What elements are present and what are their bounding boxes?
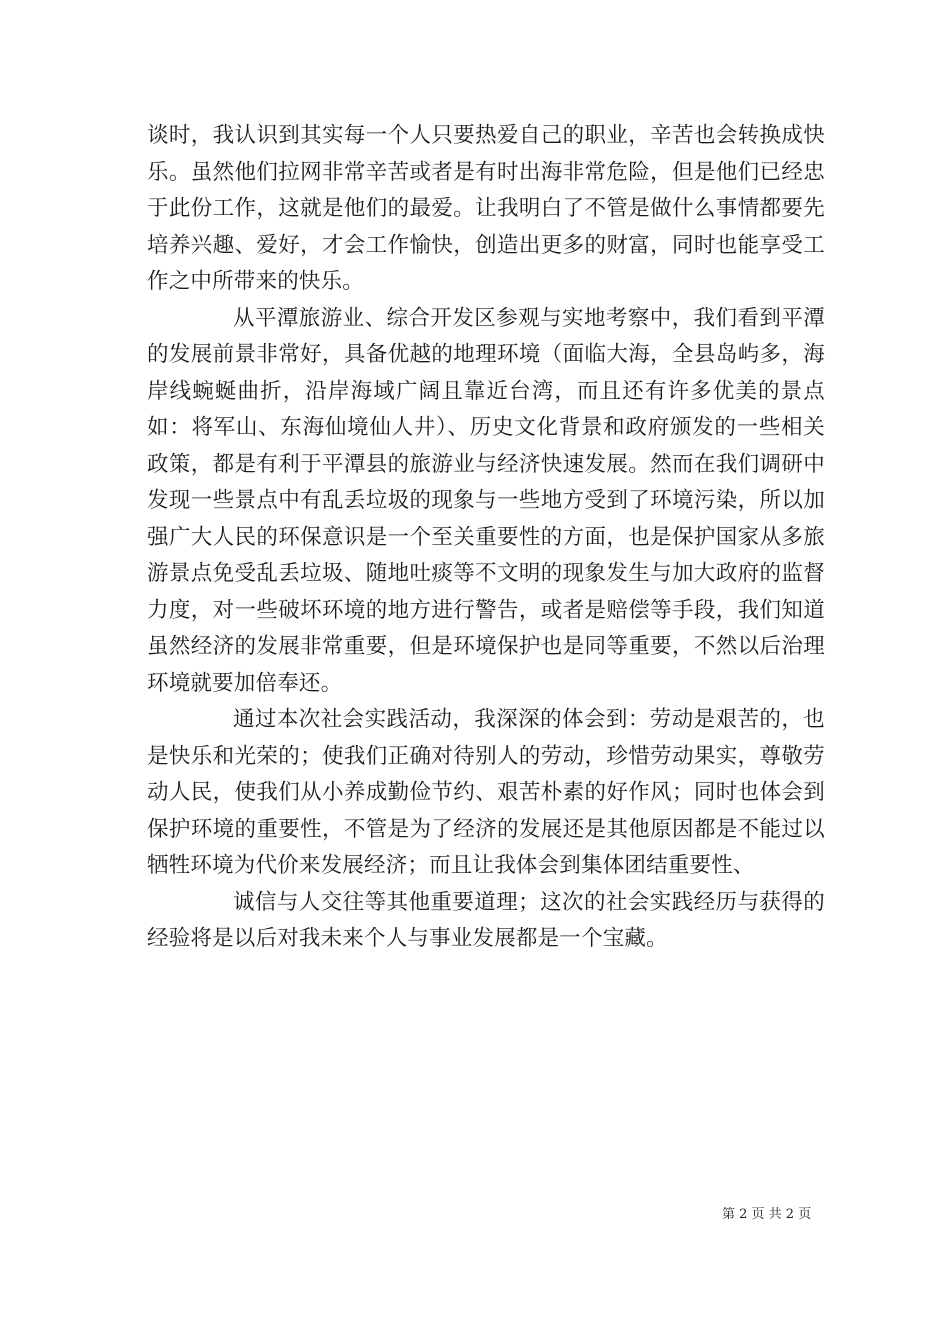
paragraph-pingtan-development: 从平潭旅游业、综合开发区参观与实地考察中，我们看到平潭的发展前景非常好，具备优越的地理环境（面临大海，全县岛屿多，海岸线蜿蜒曲折，沿岸海域广阔且靠近台湾，而且还有许多优美的景点如：将军山、东海仙境仙人井）、历史文化背景和政府颁发的一些相关政策，都是有利于平潭县的旅游业与经济快速发展。然而在我们调研中发现一些景点中有乱丢垃圾的现象与一些地方受到了环境污染，所以加强广大人民的环保意识是一个至关重要性的方面，也是保护国家从多旅游景点免受乱丢垃圾、随地吐痰等不文明的现象发生与加大政府的监督力度，对一些破坏环境的地方进行警告，或者是赔偿等手段，我们知道虽然经济的发展非常重要，但是环境保护也是同等重要，不然以后治理环境就要加倍奉还。 xyxy=(147,305,825,696)
paragraph-practice-reflection: 通过本次社会实践活动，我深深的体会到：劳动是艰苦的，也是快乐和光荣的；使我们正确对待别人的劳动，珍惜劳动果实，尊敬劳动人民，使我们从小养成勤俭节约、艰苦朴素的好作风；同时也体会到保护环境的重要性，不管是为了经济的发展还是其他原因都是不能过以牺牲环境为代价来发展经济；而且让我体会到集体团结重要性、 xyxy=(147,707,825,878)
paragraph-continuation: 谈时，我认识到其实每一个人只要热爱自己的职业，辛苦也会转换成快乐。虽然他们拉网非常辛苦或者是有时出海非常危险，但是他们已经忠于此份工作，这就是他们的最爱。让我明白了不管是做什么事情都要先培养兴趣、爱好，才会工作愉快，创造出更多的财富，同时也能享受工作之中所带来的快乐。 xyxy=(147,123,825,294)
page-number-footer: 第 2 页 共 2 页 xyxy=(722,1207,812,1222)
paragraph-conclusion: 诚信与人交往等其他重要道理；这次的社会实践经历与获得的经验将是以后对我未来个人与事业发展都是一个宝藏。 xyxy=(147,889,825,951)
document-body xyxy=(147,118,825,958)
